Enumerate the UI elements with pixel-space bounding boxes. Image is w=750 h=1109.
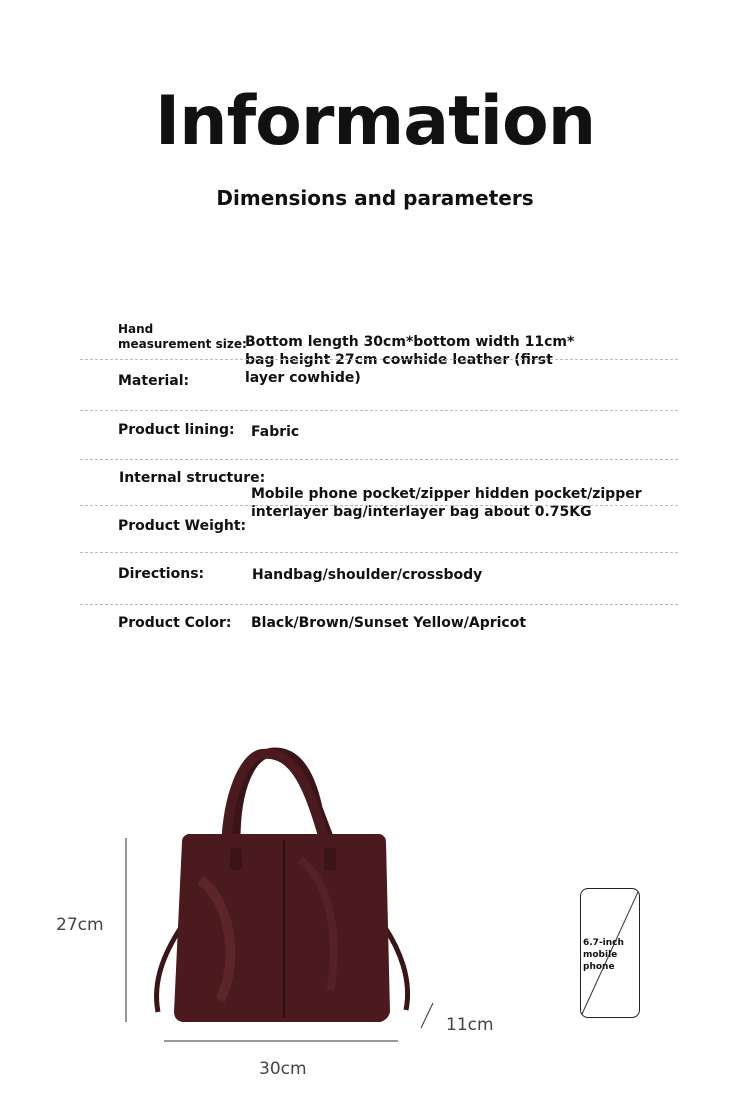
phone-label-line1: 6.7-inch (583, 938, 624, 948)
size-label: Hand measurement size: (118, 322, 247, 351)
page-subtitle: Dimensions and parameters (216, 186, 534, 210)
structure-value-line2: interlayer bag/interlayer bag about 0.75KG (251, 504, 592, 520)
phone-label-line3: phone (583, 962, 615, 972)
size-value-line2: bag height 27cm cowhide leather (first (245, 352, 553, 368)
handle-tab-left (230, 848, 242, 870)
size-value-line1: Bottom length 30cm*bottom width 11cm* (245, 334, 575, 350)
color-label: Product Color: (118, 615, 232, 631)
lining-value: Fabric (251, 424, 300, 440)
phone-label (583, 937, 639, 973)
color-value: Black/Brown/Sunset Yellow/Apricot (251, 615, 527, 631)
directions-label: Directions: (118, 566, 205, 582)
lining-label: Product lining: (118, 422, 235, 438)
material-label: Material: (118, 373, 190, 389)
weight-label: Product Weight: (118, 518, 247, 534)
depth-label: 11cm (446, 1015, 494, 1035)
depth-dimension-line (421, 1003, 433, 1028)
height-label: 27cm (56, 915, 104, 935)
phone-label-line2: mobile (583, 950, 618, 960)
structure-value-line1: Mobile phone pocket/zipper hidden pocket/zipper (251, 486, 642, 502)
size-value-line3: layer cowhide) (245, 370, 361, 386)
page-title: Information (154, 82, 596, 161)
handle-tab-right (324, 848, 336, 870)
bag-body (174, 834, 390, 1022)
structure-label: Internal structure: (119, 470, 266, 486)
width-label: 30cm (259, 1059, 307, 1079)
directions-value: Handbag/shoulder/crossbody (252, 567, 483, 583)
